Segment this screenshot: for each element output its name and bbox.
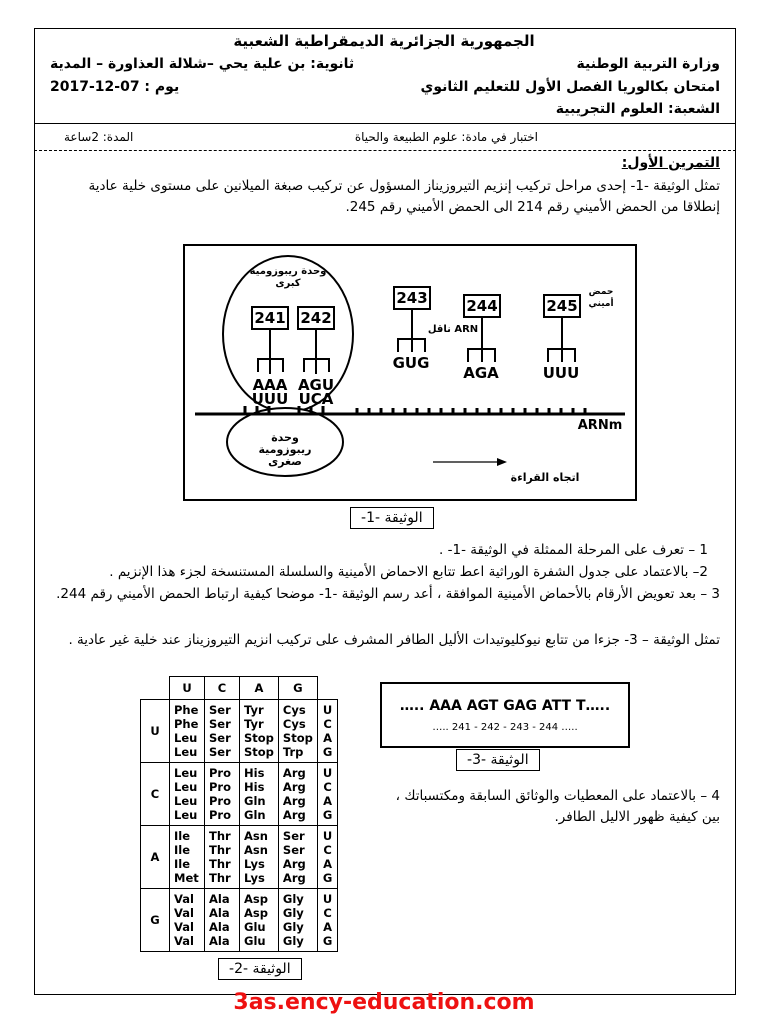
school: ثانوية: بن علية يحي –شلالة العذاورة – المدية	[50, 56, 355, 72]
trna-242-leg-a	[303, 358, 305, 372]
codon-row-u	[141, 700, 338, 763]
amino-acid: Thr	[209, 871, 231, 885]
codon-cell	[278, 700, 317, 763]
codon-cell	[170, 763, 205, 826]
trna-label: ARN ناقل	[427, 324, 479, 335]
doc3-intro: تمثل الوثيقة – 3- جزءا من تتابع نيوكليوتيدات الأليل الطافر المشرف على تركيب انزيم التيروزيناز عند خلية غير عادية .	[68, 632, 720, 648]
amino-acid-244: 244	[463, 294, 501, 318]
first-base-u: U	[141, 700, 170, 763]
amino-acid: Arg	[282, 766, 306, 780]
amino-acid: Lys	[244, 857, 265, 871]
republic-title: الجمهورية الجزائرية الديمقراطية الشعبية	[233, 32, 535, 50]
trna-241-leg-b	[282, 358, 284, 372]
codon-cell	[240, 889, 279, 952]
base: G	[322, 808, 333, 822]
amino-acid: Thr	[209, 843, 231, 857]
amino-acid-242: 242	[297, 306, 335, 330]
trna-241-leg-a	[257, 358, 259, 372]
question-4: 4 – بالاعتماد على المعطيات والوثائق السابقة ومكتسباتك ، بين كيفية ظهور الاليل الطافر.	[395, 788, 720, 825]
amino-acid: Arg	[282, 780, 306, 794]
amino-acid: Ser	[282, 843, 305, 857]
amino-acid: Pro	[209, 808, 232, 822]
codon-242: UCA	[298, 390, 334, 408]
amino-acid: His	[244, 766, 265, 780]
amino-acid: Pro	[209, 766, 232, 780]
amino-acid: Ser	[209, 703, 231, 717]
codon-241: UUU	[251, 390, 289, 408]
base: U	[322, 829, 333, 843]
base: A	[323, 731, 333, 745]
trna-245-leg-a	[547, 348, 549, 362]
footer-watermark: 3as.ency-education.com	[233, 990, 535, 1015]
codon-cell	[205, 700, 240, 763]
doc3-label: الوثيقة -3-	[456, 749, 540, 771]
amino-acid: Asn	[244, 843, 268, 857]
nucleotide-positions: ….. 241 - 242 - 243 - 244 …..	[432, 722, 578, 733]
trna-244-stem	[481, 318, 483, 362]
question-3: 3 – بعد تعويض الأرقام بالأحماض الأمينية الموافقة ، أعد رسم الوثيقة -1- موضحا كيفية ارتباط الحمض الأميني رقم 244.	[56, 586, 720, 602]
amino-acid: Arg	[282, 871, 306, 885]
mutant-sequence: ….. AAA AGT GAG ATT T…..	[399, 698, 611, 714]
subject: اختبار في مادة: علوم الطبيعة والحياة	[354, 130, 538, 144]
codon-cell	[205, 889, 240, 952]
large-subunit-label: وحدة ريبوزومية كبرى	[249, 266, 327, 289]
amino-acid-label: حمض أميني	[588, 287, 614, 309]
amino-acid: Cys	[282, 717, 306, 731]
amino-acid: Leu	[174, 766, 198, 780]
trna-244-leg-a	[467, 348, 469, 362]
base: C	[323, 780, 332, 794]
codon-row-c	[141, 763, 338, 826]
amino-acid: Tyr	[244, 703, 264, 717]
base: U	[322, 766, 333, 780]
codon-cell	[170, 826, 205, 889]
trna-244-leg-b	[494, 348, 496, 362]
third-base-column	[317, 700, 337, 763]
codon-cell	[278, 826, 317, 889]
exercise-intro: تمثل الوثيقة -1- إحدى مراحل تركيب إنزيم التيروزيناز المسؤول عن تركيب صبغة الميلانين على مستوى خلية عادية إنطلاقا من الحمض الأميني رقم 214 الى الحمض الأميني رقم 245.	[88, 178, 720, 215]
codon-cell	[278, 889, 317, 952]
mrna-label: ARNm	[577, 418, 623, 433]
codon-row-a	[141, 826, 338, 889]
amino-acid: His	[244, 780, 265, 794]
amino-acid: Ile	[174, 829, 191, 843]
amino-acid-241: 241	[251, 306, 289, 330]
anticodon-241: AAA	[252, 376, 288, 394]
header-spacer-right	[317, 677, 337, 700]
amino-acid: Ser	[209, 717, 231, 731]
amino-acid: Asp	[244, 906, 268, 920]
amino-acid: Pro	[209, 780, 232, 794]
amino-acid: Phe	[174, 703, 199, 717]
amino-acid: Val	[174, 934, 194, 948]
amino-acid: Ala	[209, 906, 230, 920]
trna-241-bar	[257, 358, 283, 360]
amino-acid: Glu	[244, 920, 266, 934]
header-spacer	[141, 677, 170, 700]
trna-244-bar	[467, 348, 495, 350]
amino-acid: Stop	[282, 731, 313, 745]
amino-acid: Leu	[174, 794, 198, 808]
first-base-a: A	[141, 826, 170, 889]
doc1-diagram	[183, 244, 637, 501]
amino-acid: Thr	[209, 857, 231, 871]
amino-acid: Gly	[282, 906, 304, 920]
amino-acid: Val	[174, 920, 194, 934]
header-rule	[34, 123, 736, 124]
amino-acid: Met	[174, 871, 199, 885]
base: G	[322, 745, 333, 759]
doc3-box	[380, 682, 630, 748]
base: A	[323, 920, 333, 934]
header-base-c: C	[205, 677, 240, 700]
header-base-a: A	[240, 677, 279, 700]
third-base-column	[317, 763, 337, 826]
question-2: 2– بالاعتماد على جدول الشفرة الوراثية اعط تتابع الاحماض الأمينية والسلسلة المستنسخة لجزء هذا الإنزيم .	[109, 564, 708, 580]
third-base-column	[317, 889, 337, 952]
codon-table	[140, 676, 338, 952]
trna-243-leg-a	[397, 338, 399, 352]
amino-acid: Gln	[244, 794, 266, 808]
amino-acid: Ser	[209, 731, 231, 745]
base: U	[322, 703, 333, 717]
trna-245-bar	[547, 348, 575, 350]
amino-acid: Asp	[244, 892, 268, 906]
trna-242-bar	[303, 358, 329, 360]
amino-acid: Pro	[209, 794, 232, 808]
amino-acid: Ala	[209, 934, 230, 948]
base: A	[323, 794, 333, 808]
amino-acid: Gln	[244, 808, 266, 822]
amino-acid: Cys	[282, 703, 306, 717]
base: G	[322, 934, 333, 948]
amino-acid: Leu	[174, 780, 198, 794]
amino-acid: Arg	[282, 808, 306, 822]
amino-acid: Arg	[282, 794, 306, 808]
amino-acid: Leu	[174, 745, 198, 759]
anticodon-243: GUG	[392, 354, 430, 372]
base: U	[322, 892, 333, 906]
trna-243-leg-b	[424, 338, 426, 352]
amino-acid: Ala	[209, 920, 230, 934]
trna-245-leg-b	[574, 348, 576, 362]
amino-acid: Ser	[209, 745, 231, 759]
trna-242-stem	[315, 330, 317, 374]
amino-acid: Stop	[244, 731, 274, 745]
exam-title: امتحان بكالوريا الفصل الأول للتعليم الثانوي	[420, 79, 720, 95]
amino-acid: Stop	[244, 745, 274, 759]
amino-acid: Phe	[174, 717, 199, 731]
codon-cell	[240, 826, 279, 889]
base: A	[323, 857, 333, 871]
codon-cell	[170, 700, 205, 763]
amino-acid: Ile	[174, 857, 191, 871]
exercise-title: التمرين الأول:	[621, 155, 720, 171]
branch: الشعبة: العلوم التجريبية	[555, 101, 720, 117]
base: C	[323, 717, 332, 731]
question-1: 1 – تعرف على المرحلة الممثلة في الوثيقة -1- .	[439, 542, 708, 558]
amino-acid: Glu	[244, 934, 266, 948]
amino-acid: Lys	[244, 871, 265, 885]
anticodon-244: AGA	[463, 364, 499, 382]
trna-245-stem	[561, 318, 563, 362]
doc2-label: الوثيقة -2-	[218, 958, 302, 980]
base: G	[322, 871, 333, 885]
amino-acid: Leu	[174, 731, 198, 745]
amino-acid: Tyr	[244, 717, 264, 731]
amino-acid: Gly	[282, 934, 304, 948]
codon-cell	[240, 763, 279, 826]
amino-acid: Ile	[174, 843, 191, 857]
amino-acid: Val	[174, 906, 194, 920]
exam-date: يوم : 07-12-2017	[50, 79, 180, 95]
ministry: وزارة التربية الوطنية	[576, 56, 720, 72]
reading-direction-label: اتجاه القراءة	[510, 471, 580, 484]
base: C	[323, 843, 332, 857]
amino-acid: Gly	[282, 920, 304, 934]
codon-cell	[170, 889, 205, 952]
codon-cell	[278, 763, 317, 826]
trna-243-bar	[397, 338, 425, 340]
first-base-c: C	[141, 763, 170, 826]
codon-cell	[205, 763, 240, 826]
amino-acid: Arg	[282, 857, 306, 871]
small-subunit-label: وحدة ريبوزومية صغرى	[258, 431, 312, 468]
third-base-column	[317, 826, 337, 889]
amino-acid-243: 243	[393, 286, 431, 310]
trna-242-leg-b	[328, 358, 330, 372]
anticodon-245: UUU	[542, 364, 580, 382]
amino-acid: Trp	[282, 745, 304, 759]
amino-acid: Asn	[244, 829, 268, 843]
codon-table-header	[141, 677, 338, 700]
amino-acid: Leu	[174, 808, 198, 822]
codon-cell	[240, 700, 279, 763]
header-base-u: U	[170, 677, 205, 700]
first-base-g: G	[141, 889, 170, 952]
duration: المدة: 2ساعة	[64, 130, 134, 144]
header-base-g: G	[278, 677, 317, 700]
trna-243-stem	[411, 310, 413, 352]
amino-acid: Val	[174, 892, 194, 906]
subheader-rule	[34, 150, 736, 151]
base: C	[323, 906, 332, 920]
amino-acid: Gly	[282, 892, 304, 906]
amino-acid: Ala	[209, 892, 230, 906]
amino-acid: Thr	[209, 829, 231, 843]
anticodon-242: AGU	[297, 376, 335, 394]
trna-241-stem	[269, 330, 271, 374]
amino-acid: Ser	[282, 829, 305, 843]
amino-acid-245: 245	[543, 294, 581, 318]
codon-cell	[205, 826, 240, 889]
codon-row-g	[141, 889, 338, 952]
doc1-label: الوثيقة -1-	[350, 507, 434, 529]
